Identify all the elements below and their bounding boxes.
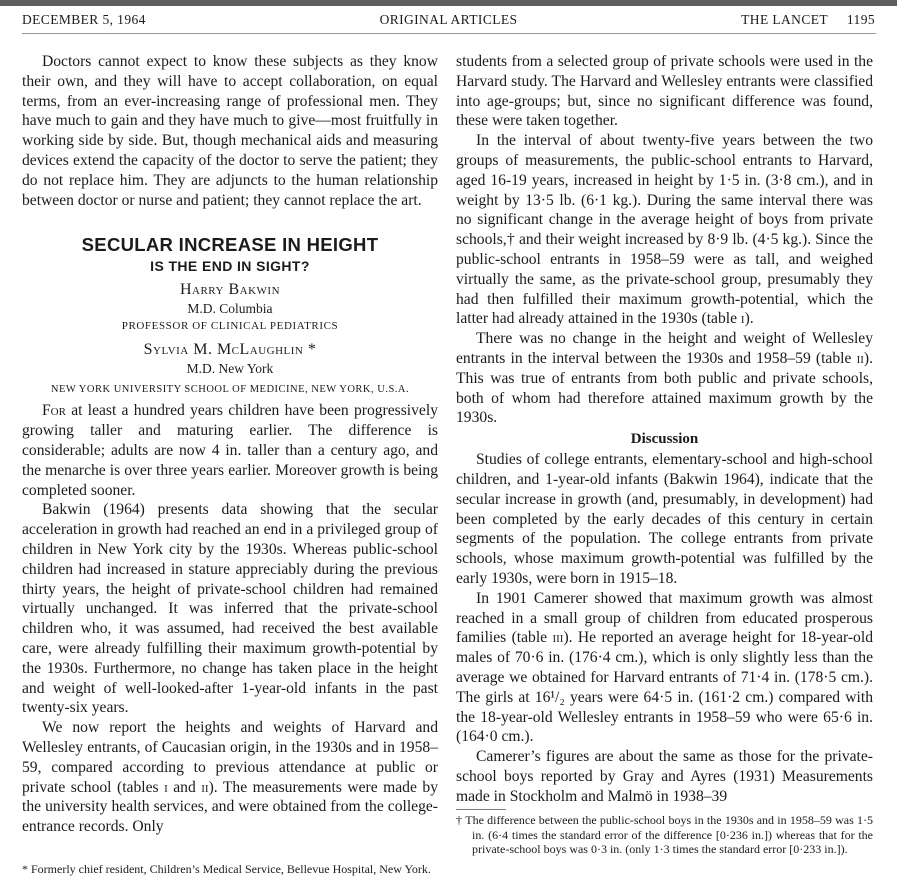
table-ref-ii: ii — [856, 349, 864, 367]
body-paragraph-4: students from a selected group of private schools were used in the Harvard study. The Harvard and Wellesley entrants were classified into age-groups; but, since no significant difference was found, these were taken together. — [456, 53, 873, 130]
table-ref-ii: ii — [201, 778, 209, 796]
body-paragraph-5 — [456, 131, 873, 329]
body-paragraph-3-text-a: We now report the heights and weights of Harvard and Wellesley entrants, of Caucasian origin, in the 1930s and in 1958–59, compared according to previous attendance at public or private school (tables — [22, 719, 438, 796]
table-ref-i: i — [740, 310, 745, 328]
intro-paragraph: Doctors cannot expect to know these subjects as they know their own, and they will have to accept collaboration, on equal terms, from an ever-increasing range of professional men. They have much to gain and they have much to give—most fruitfully in working side by side. But, though mechanical aids and measuring devices extend the capacity of the doctor to serve the patient; they do not replace him. They are adjuncts to the human relationship between doctor or nurse and patient; they cannot replace the art. — [22, 53, 438, 209]
body-paragraph-3-text-b: and — [167, 778, 202, 796]
header-rule — [22, 33, 876, 34]
footnote-dagger: † The difference between the public-school boys in the 1930s and in 1958–59 was 1·5 in. (6·4 times the standard error of the difference [0·236 in.]) whereas that for the private-school boys was 0·3 in. (only 1·3 times the standard error [0·233 in.]). — [456, 813, 873, 857]
drop-lead-word: For — [42, 402, 66, 420]
body-paragraph-1 — [22, 401, 438, 500]
author-1-degree: M.D. Columbia — [187, 301, 273, 317]
body-paragraph-6-text-b: ). This was true of entrants from both public and private schools, both of whom had therefore attained maximum growth by the 1930s. — [456, 349, 873, 427]
table-ref-iii: iii — [552, 629, 564, 647]
footnote-rule — [456, 809, 506, 810]
page-number: 1195 — [846, 12, 875, 27]
body-paragraph-9: Camerer’s figures are about the same as those for the private-school boys reported by Gray and Ayres (1931) Measurements made in Stockholm and Malmö in 1938–39 — [456, 748, 873, 805]
body-paragraph-8-text-b: ). He reported an average height for 18-year-old males of 70·6 in. (176·4 cm.), which is only slightly less than the average we obtained for Harvard entrants of 71·4 in. (178·5 cm.). The girls at 16¹/₂ years were 64·5 in. (161·2 cm.) compared with the 18-year-old Wellesley entrants in 1958–59 who were 65·6 in. (164·0 cm.). — [456, 629, 873, 746]
body-paragraph-3 — [22, 718, 438, 837]
body-paragraph-7: Studies of college entrants, elementary-school and high-school children, and 1-year-old infants (Bakwin 1964), indicate that the secular increase in growth (and, presumably, in development) had been completed by the early decades of this century in certain segments of the population. The college entrants from private schools, whose maximum growth-potential was fulfilled by the early 1930s, were born in 1915–18. — [456, 451, 873, 587]
discussion-heading: Discussion — [630, 431, 699, 448]
body-paragraph-8 — [456, 589, 873, 747]
running-header-date: DECEMBER 5, 1964 — [22, 12, 146, 27]
article-subtitle: IS THE END IN SIGHT? — [150, 258, 310, 275]
table-ref-i: i — [164, 778, 168, 796]
body-paragraph-1-text: at least a hundred years children have been progressively growing taller and maturing earlier. The difference is considerable; adults are now 4 in. taller than a century ago, and the menarche is over three years earlier. Moreover growth is being completed sooner. — [22, 402, 438, 499]
body-paragraph-8-text-a: In 1901 Camerer showed that maximum growth was almost reached in a small group of children from educated prosperous families (table — [456, 589, 873, 647]
body-paragraph-6-text-a: There was no change in the height and weight of Wellesley entrants in the interval between the 1930s and 1958–59 (table — [456, 330, 873, 367]
author-2-degree: M.D. New York — [186, 361, 274, 377]
body-paragraph-5-text-b: ). — [744, 310, 754, 328]
author-2-name: Sylvia M. McLaughlin * — [143, 341, 317, 359]
left-column — [22, 52, 438, 837]
author-1-name: Harry Bakwin — [179, 281, 281, 299]
right-column — [456, 52, 873, 857]
article-title: SECULAR INCREASE IN HEIGHT — [81, 234, 379, 256]
window-top-bar — [0, 0, 897, 6]
journal-name: THE LANCET — [741, 12, 829, 27]
running-header-section: ORIGINAL ARTICLES — [379, 12, 518, 27]
body-paragraph-3-text-c: ). The measurements were made by the university health services, and were obtained from the college-entrance records. Only — [22, 778, 438, 836]
running-header-journal-page — [741, 12, 875, 28]
body-paragraph-6 — [456, 329, 873, 428]
body-paragraph-5-text-a: In the interval of about twenty-five years between the two groups of measurements, the public-school entrants to Harvard, aged 16-19 years, increased in height by 1·5 in. (3·8 cm.), and in weight by 13·5 lb. (6·1 kg.). During the same interval there was no significant change in the average height of boys from private schools,† and their weight increased by 8·9 lb. (4·5 kg.). Since the public-school entrants in 1958–59 were as tall, and weighed virtually the same, as the private-school group, presumably they had then fulfilled their maximum growth-potential, which the latter had already attained in the 1930s (table — [456, 132, 873, 328]
left-footnote-block — [22, 862, 438, 877]
body-paragraph-2: Bakwin (1964) presents data showing that the secular acceleration in growth had reached an end in a privileged group of children in New York city by the 1930s. Whereas public-school children had increased in stature appreciably during the previous thirty years, the height of private-school children had remained virtually unchanged. It was inferred that the private-school children who, it was assumed, had received the best available care, were already fulfilling their maximum growth-potential by the 1930s. Furthermore, no change has taken place in the height and weight of well-looked-after 1-year-old infants in the past twenty-six years. — [22, 501, 438, 717]
footnote-author: * Formerly chief resident, Children’s Medical Service, Bellevue Hospital, New York. — [22, 862, 431, 876]
author-1-position: PROFESSOR OF CLINICAL PEDIATRICS — [121, 320, 339, 333]
institution: NEW YORK UNIVERSITY SCHOOL OF MEDICINE, NEW YORK, U.S.A. — [50, 384, 410, 396]
